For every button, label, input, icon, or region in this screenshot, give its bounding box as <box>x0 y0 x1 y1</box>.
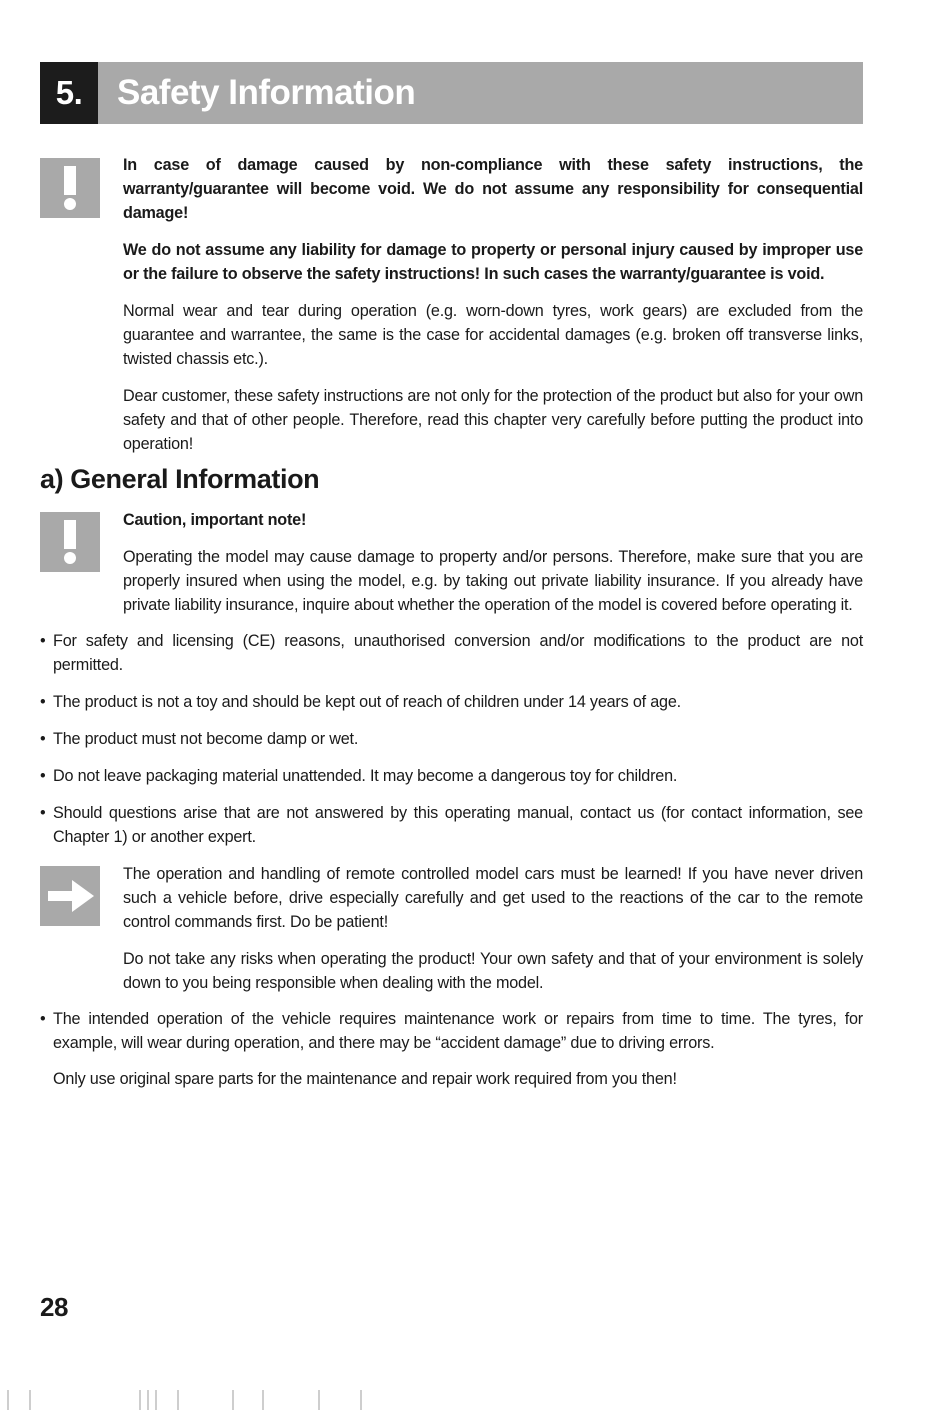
exclamation-icon <box>40 512 100 572</box>
intro-customer-notice: Dear customer, these safety instructions are not only for the protection of the product but also for your own safety and that of other people. Therefore, read this chapter very carefully before putting the product into operation! <box>123 387 863 453</box>
section-header <box>40 62 863 124</box>
section-number: 5. <box>40 62 98 124</box>
list-item: • The product must not become damp or wet. <box>40 727 863 751</box>
scan-edge-marks <box>0 1388 950 1413</box>
arrow-right-icon <box>40 866 100 926</box>
page-number: 28 <box>40 1292 68 1322</box>
list-item: • The intended operation of the vehicle requires maintenance work or repairs from time to time. The tyres, for example, will wear during operation, and there may be “accident damage” due to driving errors. <box>40 1007 863 1055</box>
list-item: • Should questions arise that are not answered by this operating manual, contact us (for contact information, see Chapter 1) or another expert. <box>40 801 863 849</box>
exclamation-icon <box>40 158 100 218</box>
section-title: Safety Information <box>98 62 863 124</box>
tip-block <box>123 862 863 1008</box>
intro-liability-notice: We do not assume any liability for damage to property or personal injury caused by improper use or the failure to observe the safety instructions! In such cases the warranty/guarantee is void. <box>123 241 863 283</box>
list-item: • For safety and licensing (CE) reasons, unauthorised conversion and/or modifications to the product are not permitted. <box>40 629 863 677</box>
intro-wear-notice: Normal wear and tear during operation (e.g. worn-down tyres, work gears) are excluded from the guarantee and warrantee, the same is the case for accidental damages (e.g. broken off transverse links, twisted chassis etc.). <box>123 302 863 368</box>
subsection-title: a) General Information <box>40 464 320 494</box>
intro-text <box>123 153 863 469</box>
spare-parts-notice: Only use original spare parts for the maintenance and repair work required from you then! <box>53 1070 677 1088</box>
general-bullet-list <box>40 629 863 862</box>
tip-learning-notice: The operation and handling of remote controlled model cars must be learned! If you have never driven such a vehicle before, drive especially carefully and get used to the reactions of the car to the remote control commands first. Do be patient! <box>123 865 863 931</box>
intro-warranty-notice: In case of damage caused by non-compliance with these safety instructions, the warranty/guarantee will become void. We do not assume any responsibility for consequential damage! <box>123 156 863 222</box>
maintenance-bullet-list <box>40 1007 863 1068</box>
caution-block <box>123 508 863 630</box>
list-item: • Do not leave packaging material unattended. It may become a dangerous toy for children. <box>40 764 863 788</box>
list-item: • The product is not a toy and should be kept out of reach of children under 14 years of age. <box>40 690 863 714</box>
caution-heading: Caution, important note! <box>123 511 307 529</box>
caution-text: Operating the model may cause damage to property and/or persons. Therefore, make sure that you are properly insured when using the model, e.g. by taking out private liability insurance. If you already have private liability insurance, inquire about whether the operation of the model is covered before operating it. <box>123 548 863 614</box>
tip-risk-notice: Do not take any risks when operating the product! Your own safety and that of your environment is solely down to you being responsible when dealing with the model. <box>123 950 863 992</box>
